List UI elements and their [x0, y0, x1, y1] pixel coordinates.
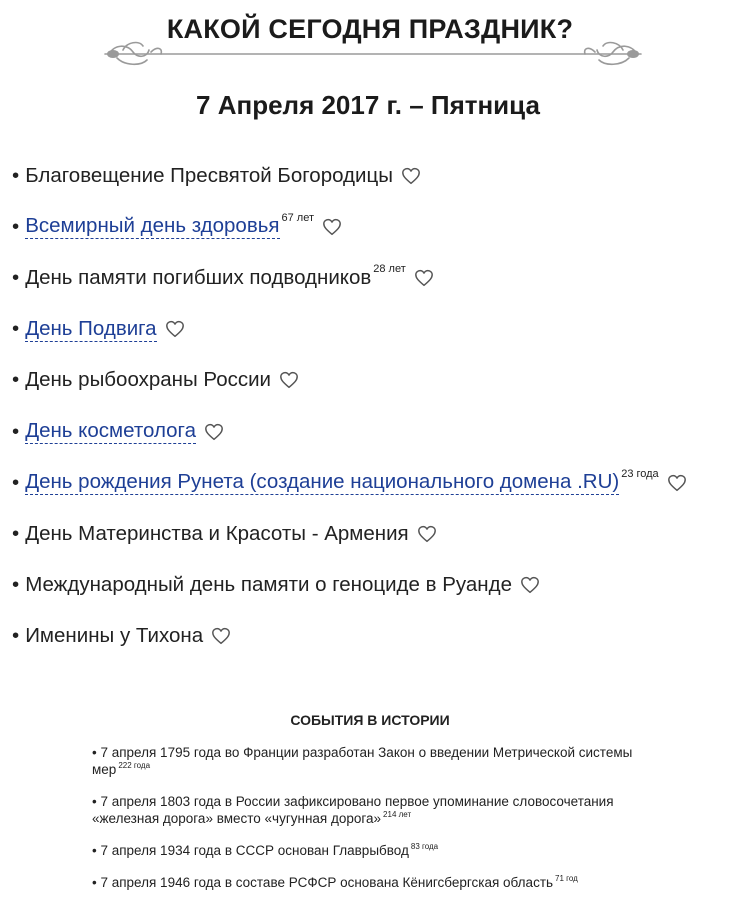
bullet: • — [12, 163, 20, 187]
holiday-age: 28 лет — [373, 262, 406, 275]
floral-ornament-icon — [103, 40, 643, 70]
event-item — [92, 842, 652, 861]
heart-outline-icon[interactable] — [165, 320, 185, 338]
holiday-age: 23 года — [621, 467, 659, 480]
holiday-name: Именины у Тихона — [25, 624, 204, 648]
holiday-item — [12, 304, 687, 355]
holiday-name: Международный день памяти о геноциде в Руанде — [25, 573, 512, 597]
event-text: • 7 апреля 1795 года во Франции разработан Закон о введении Метрической системы мер — [92, 745, 633, 777]
bullet: • — [12, 317, 20, 341]
heart-outline-icon[interactable] — [322, 218, 342, 236]
holiday-item — [12, 150, 687, 201]
event-age: 71 год — [555, 874, 578, 883]
holiday-item — [12, 406, 687, 457]
event-text: • 7 апреля 1803 года в России зафиксировано первое упоминание словосочетания «железная дорога» вместо «чугунная дорога» — [92, 794, 614, 826]
holiday-item — [12, 252, 687, 303]
holiday-item — [12, 355, 687, 406]
bullet: • — [12, 521, 20, 545]
holiday-list — [12, 150, 687, 662]
date-heading: 7 Апреля 2017 г. – Пятница — [196, 90, 540, 120]
heart-outline-icon[interactable] — [414, 269, 434, 287]
events-list — [92, 744, 652, 906]
event-item — [92, 874, 652, 893]
holiday-link[interactable]: Всемирный день здоровья — [25, 214, 280, 238]
bullet: • — [12, 368, 20, 392]
holiday-name: День памяти погибших подводников — [25, 265, 372, 289]
holiday-name: День рыбоохраны России — [25, 368, 271, 392]
event-item — [92, 793, 652, 829]
heart-outline-icon[interactable] — [667, 474, 687, 492]
event-age: 222 года — [118, 761, 151, 770]
event-age: 83 года — [410, 842, 439, 851]
holiday-link[interactable]: День Подвига — [25, 316, 157, 340]
holiday-link[interactable]: День рождения Рунета (создание национального домена .RU) — [25, 470, 620, 494]
holiday-name: День Материнства и Красоты - Армения — [25, 521, 409, 545]
event-text: • 7 апреля 1934 года в СССР основан Главрыбвод — [92, 843, 409, 858]
bullet: • — [12, 419, 20, 443]
holiday-item — [12, 201, 687, 252]
page-title: КАКОЙ СЕГОДНЯ ПРАЗДНИК? — [166, 14, 574, 44]
bullet: • — [12, 265, 20, 289]
heart-outline-icon[interactable] — [520, 576, 540, 594]
heart-outline-icon[interactable] — [211, 627, 231, 645]
holiday-age: 67 лет — [281, 211, 315, 224]
holiday-item — [12, 560, 687, 611]
heart-outline-icon[interactable] — [204, 423, 224, 441]
bullet: • — [12, 214, 20, 238]
bullet: • — [12, 573, 20, 597]
heart-outline-icon[interactable] — [279, 371, 299, 389]
events-title: СОБЫТИЯ В ИСТОРИИ — [290, 712, 450, 728]
holiday-item — [12, 457, 687, 508]
holiday-item — [12, 611, 687, 662]
holiday-item — [12, 508, 687, 559]
heart-outline-icon[interactable] — [401, 167, 421, 185]
event-text: • 7 апреля 1946 года в составе РСФСР основана Кёнигсбергская область — [92, 875, 554, 890]
event-age: 214 лет — [383, 810, 412, 819]
bullet: • — [12, 470, 20, 494]
holiday-name: Благовещение Пресвятой Богородицы — [25, 163, 393, 187]
bullet: • — [12, 624, 20, 648]
event-item — [92, 744, 652, 780]
heart-outline-icon[interactable] — [417, 525, 437, 543]
holiday-link[interactable]: День косметолога — [25, 419, 196, 443]
